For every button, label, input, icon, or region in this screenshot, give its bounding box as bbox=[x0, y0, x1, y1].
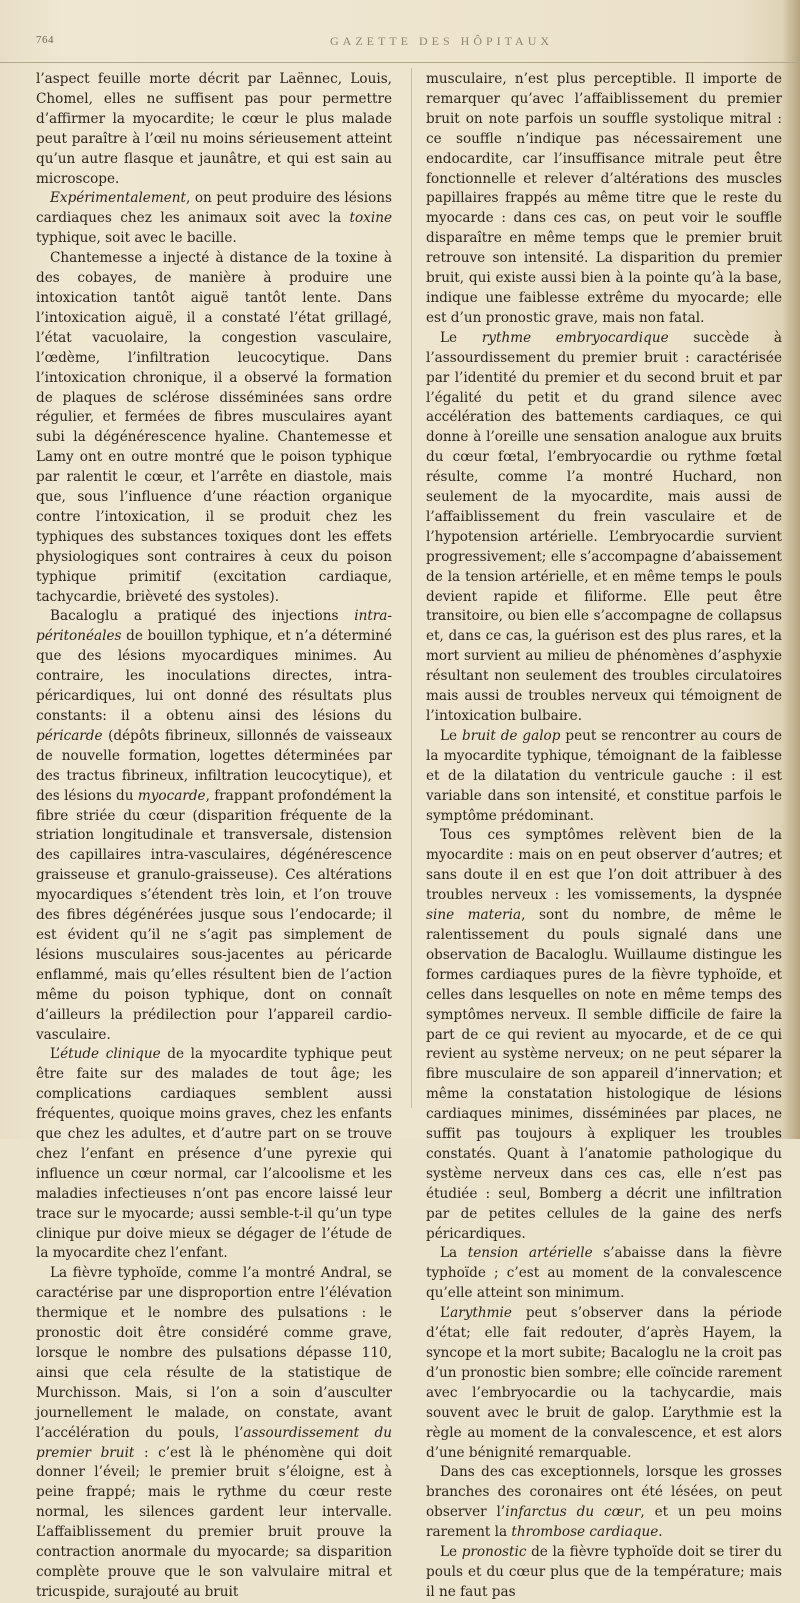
text-run: Le bbox=[440, 329, 482, 346]
column-divider bbox=[411, 68, 412, 1108]
text-run: musculaire, n’est plus perceptible. Il importe de remarquer qu’avec l’affaiblissement du premier bruit on note parfois un souffle systolique mitral : ce souffle n’indique pas nécessairement une endocardite, car l’insuffisance mitrale peut être fonctionnelle et relever d’altérations des muscles papillaires frappés au même titre que le reste du myocarde : dans ces cas, on peut voir le souffle disparaître en même temps que le premier bruit retrouve son intensité. La disparition du premier bruit, qui existe aussi bien à la pointe qu’à la base, indique une faiblesse extrême du myocarde; elle est d’un pronostic grave, mais non fatal. bbox=[426, 71, 782, 326]
italic-term: tension artérielle bbox=[467, 1245, 593, 1262]
text-run: Chantemesse a injecté à distance de la toxine à des cobayes, de manière à produire une intoxication tantôt aiguë tantôt lente. Dans l’intoxication aiguë, il a constaté l’état grillagé, l’état vacuolaire, la congestion vasculaire, l’œdème, l’infiltration leucocytique. Dans l’intoxication chronique, il a observé la formation de plaques de sclérose disséminées sans ordre régulier, et fermées de fibres musculaires ayant subi la dégénérescence hyaline. Chantemesse et Lamy ont en outre montré que le poison typhique par ralentit le cœur, et l’arrête en diastole, mais que, sous l’influence d’une réaction organique contre l’intoxication, il se produit chez les typhiques des substances toxiques dont les effets physiologiques sont contraires à ceux du poison typhique primitif (excitation cardiaque, tachycardie, brièveté des systoles). bbox=[36, 250, 392, 605]
text-run: , on peut produire des lésions cardiaques chez les animaux soit avec la bbox=[36, 190, 392, 227]
italic-term: myocarde bbox=[137, 787, 206, 804]
text-run: Bacaloglu a pratiqué des injections bbox=[50, 608, 355, 625]
running-title: GAZETTE DES HÔPITAUX bbox=[330, 34, 554, 48]
page-edge-shadow bbox=[782, 0, 800, 1139]
text-run: , sont du nombre, de même le ralentissement du pouls signalé dans une observation de Bacaloglu. Wuillaume distingue les formes cardiaques pures de la fièvre typhoïde, et celles dans lesquelles on note en même temps des symptômes nerveux. Il semble difficile de faire la part de ce qui revient au myocarde, et de ce qui revient au système nerveux; on ne peut séparer la fibre musculaire de son appareil d’innervation; et même la constatation histologique de lésions cardiaques minimes, disséminées par places, ne suffit pas toujours à expliquer les troubles constatés. Quant à l’anatomie pathologique du système nerveux dans ces cas, elle n’est pas étudiée : seul, Bomberg a décrit une infiltration par de petites cellules de la gaine des nerfs péricardiques. bbox=[426, 907, 782, 1242]
paragraph bbox=[36, 189, 392, 249]
italic-term: rythme embryocardique bbox=[481, 329, 669, 346]
italic-term: bruit de galop bbox=[462, 727, 561, 744]
text-run: , frappant profondément la fibre striée du cœur (disparition fréquente de la striation longitudinale et transversale, distension des capillaires intra-vasculaires, dégénérescence graisseuse et granulo-graisseuse). Ces altérations myocardiques s’étendent très loin, et l’on trouve des fibres dégénérées jusque sous l’endocarde; il est évident qu’il ne s’agit pas simplement de lésions musculaires sous-jacentes au péricarde enflammé, mais qu’elles résultent bien de l’action même du poison typhique, dont on connaît d’ailleurs la prédilection pour l’appareil cardio-vasculaire. bbox=[36, 787, 392, 1043]
italic-term: étude clinique bbox=[60, 1046, 161, 1063]
paragraph bbox=[426, 1463, 782, 1543]
italic-term: péricarde bbox=[36, 727, 103, 744]
text-run: , et un peu moins rarement la bbox=[426, 1504, 783, 1541]
paragraph bbox=[36, 1264, 392, 1602]
text-run: Dans des cas exceptionnels, lorsque les grosses branches des coronaires ont été lésées, on peut observer l’ bbox=[426, 1464, 782, 1521]
italic-term: Expérimentalement bbox=[50, 190, 186, 207]
text-run: . bbox=[658, 1524, 663, 1541]
text-run: L’ bbox=[50, 1046, 61, 1063]
right-text-column bbox=[426, 70, 782, 1603]
text-run: Tous ces symptômes relèvent bien de la myocardite : mais on en peut observer d’autres; et sans doute il en est que l’on doit attribuer à des troubles nerveux : les vomissements, la dyspnée bbox=[426, 827, 782, 904]
italic-term: arythmie bbox=[450, 1305, 512, 1322]
text-run: s’abaisse dans la fièvre typhoïde ; c’est au moment de la convalescence qu’elle atteint son minimum. bbox=[426, 1245, 782, 1302]
paragraph bbox=[426, 727, 782, 827]
paragraph bbox=[426, 1244, 782, 1304]
italic-term: thrombose cardiaque bbox=[511, 1524, 659, 1541]
page-header bbox=[0, 28, 800, 63]
italic-term: infarctus du cœur bbox=[505, 1504, 641, 1521]
paragraph bbox=[426, 329, 782, 727]
text-run: typhique, soit avec le bacille. bbox=[36, 230, 237, 247]
text-run: de bouillon typhique, et n’a déterminé que des lésions myocardiques minimes. Au contraire, les inoculations directes, intra-péricardiques, lui ont donné des résultats plus constants: il a obtenu ainsi des lésions du bbox=[36, 628, 392, 724]
italic-term: assourdissement du premier bruit bbox=[36, 1424, 392, 1461]
text-run: La bbox=[440, 1245, 468, 1262]
text-run: de la myocardite typhique peut être faite sur des malades de tout âge; les complications cardiaques semblent aussi fréquentes, quoique moins graves, chez les enfants que chez les adultes, et d’autre part on se trouve chez l’enfant en présence d’une pyrexie qui influence un cœur normal, car l’alcoolisme et les maladies infectieuses n’ont pas encore laissé leur trace sur le myocarde; aussi semble-t-il qu’un type clinique pur doive mieux se dégager de l’étude de la myocardite chez l’enfant. bbox=[36, 1046, 392, 1262]
text-run: l’aspect feuille morte décrit par Laënnec, Louis, Chomel, elles ne suffisent pas pour permettre d’affirmer la myocardite; le cœur le plus malade peut paraître à l’œil nu moins sérieusement atteint qu’un autre flasque et jaunâtre, et qui est sain au microscope. bbox=[36, 71, 392, 187]
text-run: La fièvre typhoïde, comme l’a montré Andral, se caractérise par une disproportion entre l’élévation thermique et le nombre des pulsations : le pronostic doit être considéré comme grave, lorsque le nombre des pulsations dépasse 110, ainsi que cela résulte de la statistique de Murchisson. Mais, si l’on a soin d’ausculter journellement le malade, on constate, avant l’accélération du pouls, l’ bbox=[36, 1265, 392, 1441]
left-text-column bbox=[36, 70, 392, 1603]
text-run: succède à l’assourdissement du premier bruit : caractérisée par l’identité du premier et du second bruit et par l’égalité du petit et du grand silence avec accélération des battements cardiaques, ce qui donne à l’oreille une sensation analogue aux bruits du cœur fœtal, l’embryocardie ou rythme fœtal résulte, comme l’a montré Huchard, non seulement de la myocardite, mais aussi de l’affaiblissement du frein vasculaire et de l’hypotension artérielle. L’embryocardie survient progressivement; elle s’accompagne d’abaissement de la tension artérielle, et en même temps le pouls devient rapide et filiforme. Elle peut être transitoire, ou bien elle s’accompagne de collapsus et, dans ce cas, la guérison est des plus rares, et la mort survient au milieu de phénomènes d’asphyxie résultant non seulement des troubles circulatoires mais aussi de troubles nerveux qui témoignent de l’intoxication bulbaire. bbox=[426, 329, 782, 724]
paragraph bbox=[426, 1304, 782, 1463]
italic-term: pronostic bbox=[461, 1544, 527, 1561]
page-number: 764 bbox=[36, 34, 54, 46]
text-run: (dépôts fibrineux, sillonnés de vaisseaux de nouvelle formation, logettes déterminées par des tractus fibrineux, infiltration leucocytique), et des lésions du bbox=[36, 727, 392, 804]
paragraph bbox=[36, 1045, 392, 1264]
paragraph bbox=[426, 1543, 782, 1603]
text-run: L’ bbox=[440, 1305, 451, 1322]
paragraph bbox=[36, 607, 392, 1045]
italic-term: intra-péritonéales bbox=[36, 608, 392, 645]
text-run: peut se rencontrer au cours de la myocardite typhique, témoignant de la faiblesse et de la dilatation du ventricule gauche : il est variable dans son intensité, et constitue parfois le symptôme prédominant. bbox=[426, 727, 782, 824]
paragraph bbox=[36, 249, 392, 607]
italic-term: toxine bbox=[349, 210, 392, 227]
text-run: Le bbox=[440, 727, 463, 744]
text-run: peut s’observer dans la période d’état; elle fait redouter, d’après Hayem, la syncope et la mort subite; Bacaloglu ne la croit pas d’un pronostic bien sombre; elle coïncide rarement avec l’embryocardie ou la tachycardie, mais souvent avec le bruit de galop. L’arythmie est la règle au moment de la convalescence, et est alors d’une bénignité remarquable. bbox=[426, 1305, 782, 1461]
paragraph bbox=[426, 70, 782, 329]
italic-term: sine materia bbox=[426, 907, 522, 924]
paragraph bbox=[426, 826, 782, 1244]
paragraph bbox=[36, 70, 392, 189]
text-run: de la fièvre typhoïde doit se tirer du pouls et du cœur plus que de la température; mais il ne faut pas bbox=[426, 1544, 782, 1600]
text-run: : c’est là le phénomène qui doit donner l’éveil; le premier bruit s’éloigne, est à peine frappé; mais le rythme du cœur reste normal, les silences gardent leur intervalle. L’affaiblissement du premier bruit prouve la contraction anormale du myocarde; sa disparition complète prouve que le son valvulaire mitral et tricuspide, surajouté au bruit bbox=[36, 1444, 392, 1600]
text-run: Le bbox=[440, 1544, 462, 1561]
